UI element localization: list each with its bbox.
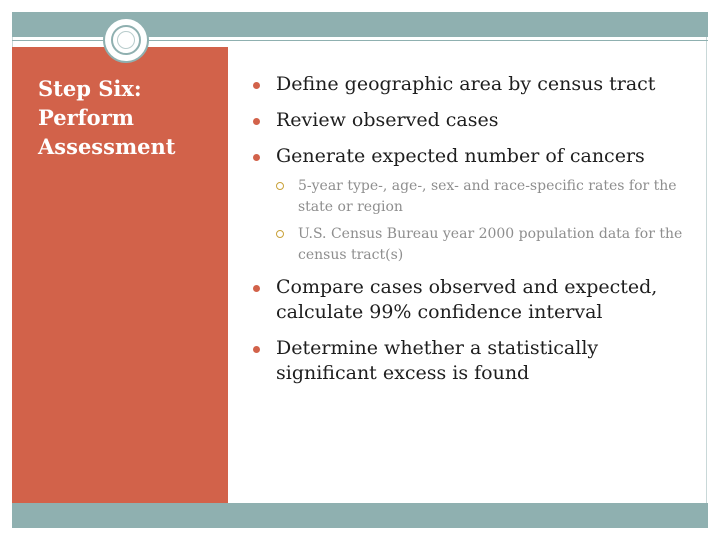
bullet-text: Determine whether a statistically significant excess is found (276, 337, 599, 384)
bullet-item (248, 108, 698, 133)
circle-ornament-icon (103, 17, 149, 63)
sub-bullet-item (248, 176, 698, 218)
hollow-bullet-icon (276, 182, 284, 190)
hollow-bullet-icon (276, 230, 284, 238)
bullet-dot-icon (253, 285, 260, 292)
sub-bullet-text: 5-year type-, age-, sex- and race-specific rates for the state or region (298, 178, 677, 215)
bullet-text: Compare cases observed and expected, calculate 99% confidence interval (276, 276, 658, 323)
bullet-item (248, 72, 698, 97)
bullet-list (248, 72, 698, 397)
bullet-text: Define geographic area by census tract (276, 73, 656, 95)
bottom-band (12, 503, 708, 528)
slide-title: Step Six: Perform Assessment (38, 76, 176, 159)
sub-bullet-item (248, 224, 698, 266)
sub-bullet-list (248, 176, 698, 266)
bullet-item (248, 275, 698, 325)
bullet-text: Review observed cases (276, 109, 499, 131)
bullet-dot-icon (253, 346, 260, 353)
bullet-dot-icon (253, 118, 260, 125)
bullet-item (248, 144, 698, 169)
bullet-item (248, 336, 698, 386)
bullet-text: Generate expected number of cancers (276, 145, 645, 167)
bullet-dot-icon (253, 82, 260, 89)
sub-bullet-text: U.S. Census Bureau year 2000 population data for the census tract(s) (298, 226, 683, 263)
bullet-dot-icon (253, 154, 260, 161)
